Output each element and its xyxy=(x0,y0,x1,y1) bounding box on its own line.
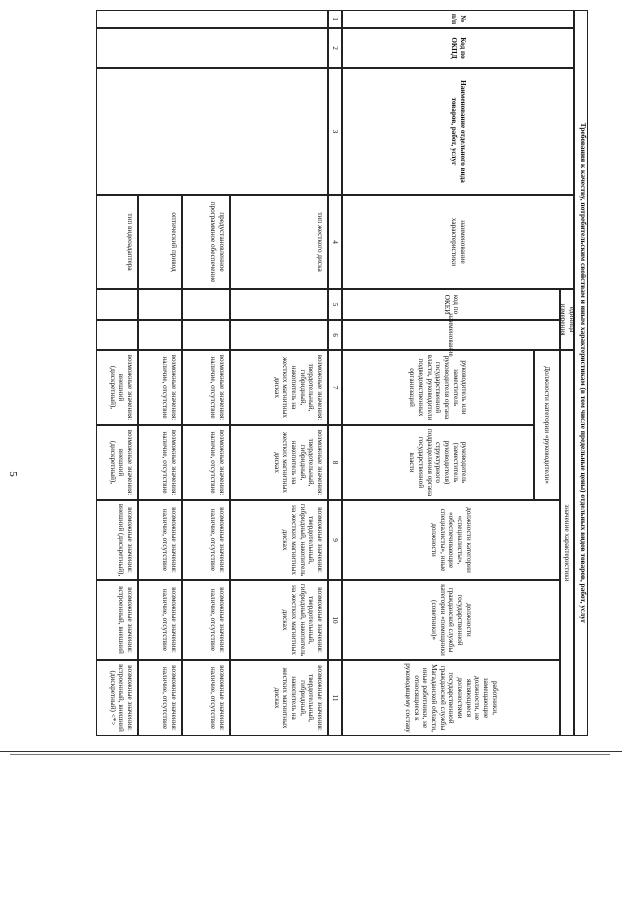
header-item-name: Наименование отдельного вида товаров, работ, услуг xyxy=(342,68,574,195)
header-col7: руководитель или заместитель руководителя органа государственной власти, руководители подведомственных организаций xyxy=(342,350,534,425)
row-value-col7: возможные значения: наличие, отсутствие xyxy=(138,350,182,425)
row-value-col9: возможные значения: наличие, отсутствие xyxy=(182,500,230,580)
row-value-col8: возможные значения: наличие, отсутствие xyxy=(182,425,230,500)
col-number: 10 xyxy=(328,580,342,660)
header-okpd-code: Код по ОКПД xyxy=(342,28,574,68)
row-value-col11: возможные значения: встроенный, внешний (дискретный) <*> xyxy=(96,660,138,736)
row-unit-name xyxy=(182,320,230,350)
row-unit-code xyxy=(230,289,328,320)
row-value-col7: возможные значения: внешний (дискретный), xyxy=(96,350,138,425)
col-number: 2 xyxy=(328,28,342,68)
col-number: 6 xyxy=(328,320,342,350)
row-value-col10: возможные значения: твердотельный, гибридный, накопитель на жестких магнитных дисках xyxy=(230,580,328,660)
row-value-col11: возможные значения: наличие, отсутствие xyxy=(138,660,182,736)
table-caption: Требования к качеству, потребительским свойствам и иным характеристикам (в том числе предельные цены) отдельных видов товаров, работ, услуг xyxy=(574,10,588,736)
row-value-col9: возможные значения: наличие, отсутствие xyxy=(138,500,182,580)
row-unit-name xyxy=(138,320,182,350)
row-unit-code xyxy=(182,289,230,320)
header-unit-code: код по ОКЕИ xyxy=(342,289,560,320)
row-value-col10: возможные значения: встроенный, внешний xyxy=(96,580,138,660)
col-number: 8 xyxy=(328,425,342,500)
row-value-col11: возможные значения: наличие, отсутствие xyxy=(182,660,230,736)
body-no-cell xyxy=(96,10,328,28)
row-char-preinstalled-software: предустановленное программное обеспечение xyxy=(182,195,230,289)
header-leaders: Должности категории «руководители» xyxy=(534,350,560,500)
row-value-col10: возможные значения: наличие, отсутствие xyxy=(138,580,182,660)
row-value-col8: возможные значения: наличие, отсутствие xyxy=(138,425,182,500)
header-col11: работники, замещающие должности, не являющиеся должностями государственной гражданской службы Магаданской области, иные работники, не относящиеся к руководящему составу xyxy=(342,660,560,736)
row-value-col11: возможные значения: твердотельный, гибридный, накопитель на жестких магнитных дисках xyxy=(230,660,328,736)
col-number: 11 xyxy=(328,660,342,736)
col-number: 4 xyxy=(328,195,342,289)
header-unit-name: наименование xyxy=(342,320,560,350)
bottom-rule-thin xyxy=(10,754,610,755)
col-number: 3 xyxy=(328,68,342,195)
header-col8: руководитель (заместитель руководителя) структурного подразделения органа государственной власти xyxy=(342,425,534,500)
row-char-optical-drive: оптический привод xyxy=(138,195,182,289)
row-value-col8: возможные значения: внешний (дискретный), xyxy=(96,425,138,500)
col-number: 7 xyxy=(328,350,342,425)
row-unit-code xyxy=(96,289,138,320)
header-no: № п/п xyxy=(342,10,574,28)
header-characteristic-name: наименование характеристики xyxy=(342,195,574,289)
col-number: 9 xyxy=(328,500,342,580)
row-char-video-adapter-type: тип видеоадаптера xyxy=(96,195,138,289)
row-unit-name xyxy=(96,320,138,350)
header-value: значение характеристики xyxy=(560,350,574,736)
body-okpd-cell xyxy=(96,28,328,68)
row-unit-name xyxy=(230,320,328,350)
row-value-col9: возможные значения: твердотельный, гибридный, накопитель на жестких магнитных дисках xyxy=(230,500,328,580)
header-unit: единица измерения xyxy=(560,289,574,350)
row-value-col7: возможные значения: наличие, отсутствие xyxy=(182,350,230,425)
header-col9: должности категории «специалисты», «обеспечивающие специалисты», иные должности xyxy=(342,500,560,580)
col-number: 1 xyxy=(328,10,342,28)
bottom-rule xyxy=(0,751,622,752)
row-value-col8: возможные значения: твердотельный, гибридный, накопитель на жестких магнитных дисках xyxy=(230,425,328,500)
header-col10: должности государственной гражданской службы категории «помощники (советники)» xyxy=(342,580,560,660)
row-value-col9: возможные значения: внешний (дискретный), xyxy=(96,500,138,580)
row-unit-code xyxy=(138,289,182,320)
row-value-col10: возможные значения: наличие, отсутствие xyxy=(182,580,230,660)
row-char-hdd-type: тип жесткого диска xyxy=(230,195,328,289)
requirements-table xyxy=(96,10,588,736)
col-number: 5 xyxy=(328,289,342,320)
page-number: 5 xyxy=(6,471,19,477)
body-item-cell xyxy=(96,68,328,195)
row-value-col7: возможные значения: твердотельный, гибридный, накопитель на жестких магнитных дисках xyxy=(230,350,328,425)
